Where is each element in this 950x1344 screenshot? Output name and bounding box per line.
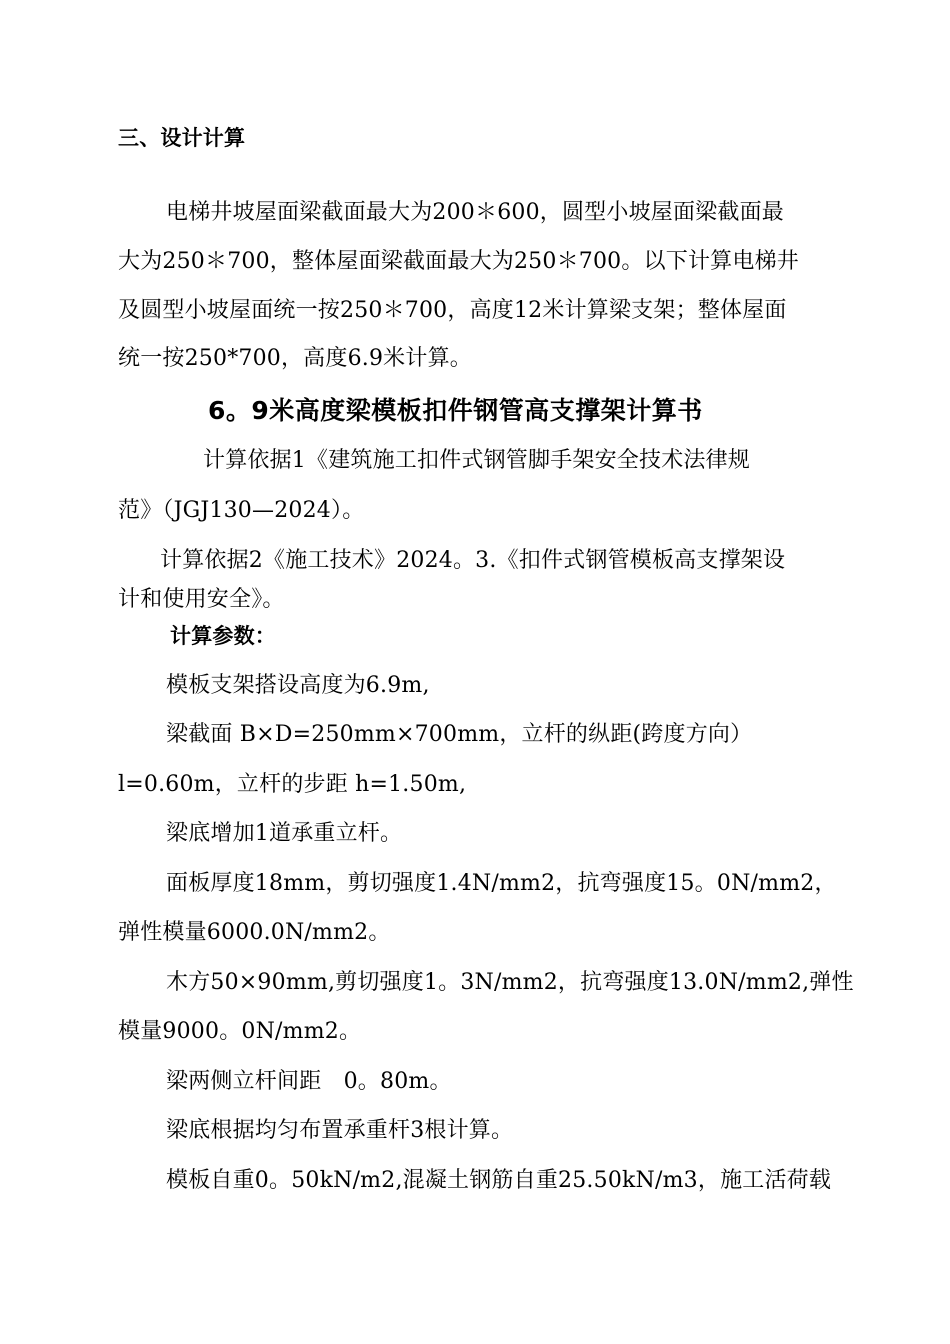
section-heading: 三、设计计算 [118, 126, 246, 150]
basis2-line-1: 计算依据2《施工技术》2024。3.《扣件式钢管模板高支撑架设 [160, 548, 786, 573]
param-bearing-poles: 梁底根据均匀布置承重杆3根计算。 [166, 1118, 514, 1143]
intro-line-4: 统一按250*700，高度6.9米计算。 [118, 346, 472, 371]
document-title: 6。9米高度梁模板扣件钢管高支撑架计算书 [208, 396, 703, 425]
param-panel-line-1: 面板厚度18mm，剪切强度1.4N/mm2，抗弯强度15。0N/mm2， [166, 871, 837, 896]
intro-line-2: 大为250＊700，整体屋面梁截面最大为250＊700。以下计算电梯井 [118, 249, 799, 274]
param-extra-pole: 梁底增加1道承重立杆。 [166, 821, 403, 846]
basis2-line-2: 计和使用安全》。 [118, 587, 285, 612]
basis1-line-1: 计算依据1《建筑施工扣件式钢管脚手架安全技术法律规 [203, 448, 750, 473]
param-section-line-1: 梁截面 B×D=250mm×700mm，立杆的纵距(跨度方向） [166, 722, 753, 747]
intro-line-1: 电梯井坡屋面梁截面最大为200＊600，圆型小坡屋面梁截面最 [166, 200, 784, 225]
intro-line-3: 及圆型小坡屋面统一按250＊700，高度12米计算梁支架；整体屋面 [118, 298, 787, 323]
params-heading: 计算参数： [170, 624, 276, 648]
param-height: 模板支架搭设高度为6.9m, [166, 673, 430, 698]
param-loads: 模板自重0。50kN/m2,混凝土钢筋自重25.50kN/m3，施工活荷载 [166, 1168, 832, 1193]
param-section-line-2: l=0.60m，立杆的步距 h=1.50m, [118, 772, 467, 797]
param-panel-line-2: 弹性模量6000.0N/mm2。 [118, 920, 391, 945]
param-pole-spacing: 梁两侧立杆间距 0。80m。 [166, 1069, 452, 1094]
param-timber-line-1: 木方50×90mm,剪切强度1。3N/mm2，抗弯强度13.0N/mm2,弹性 [166, 970, 854, 995]
param-timber-line-2: 模量9000。0N/mm2。 [118, 1019, 362, 1044]
basis1-line-2: 范》（JGJ130—2024）。 [118, 498, 365, 523]
